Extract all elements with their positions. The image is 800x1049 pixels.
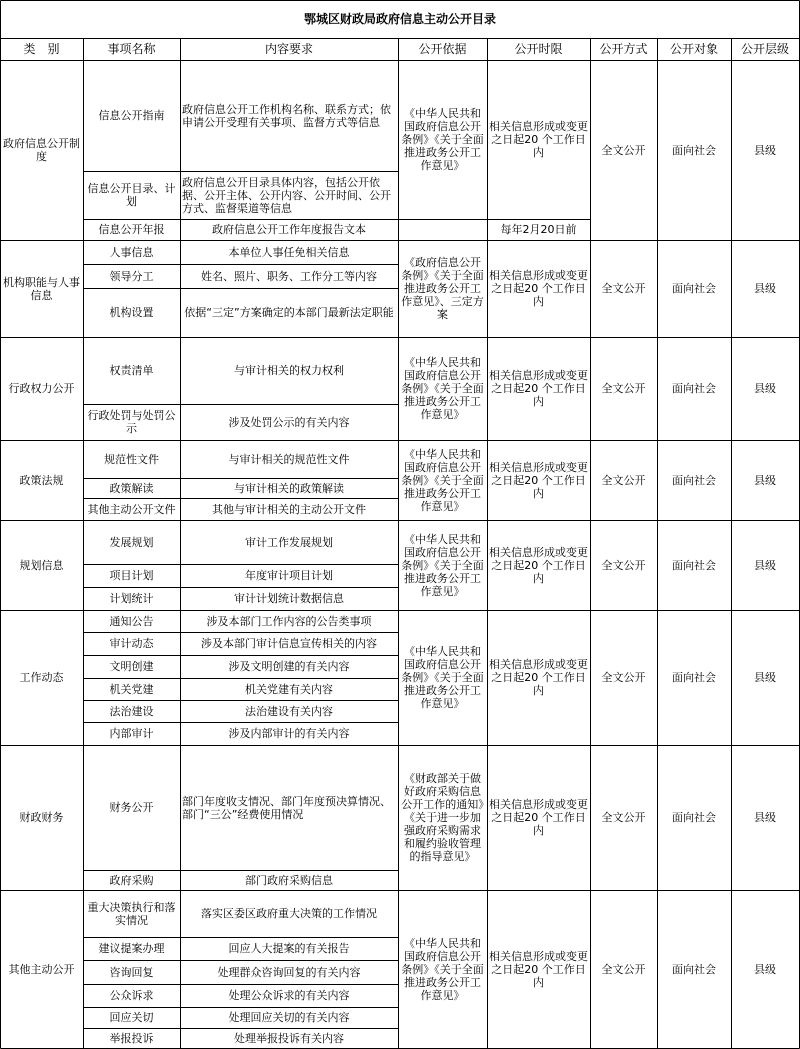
item-name-cell: 其他主动公开文件 — [87, 502, 176, 516]
column-header: 公开层级 — [740, 41, 789, 56]
column-header: 公开对象 — [669, 41, 718, 56]
audience-cell: 面向社会 — [672, 473, 716, 487]
method-cell: 全文公开 — [601, 382, 646, 395]
item-name-cell: 项目计划 — [109, 569, 154, 582]
category-cell: 工作动态 — [19, 671, 64, 684]
item-name-cell: 政府采购 — [109, 873, 154, 887]
item-content-cell: 政府信息公开目录具体内容，包括公开依据、公开主体、公开内容、公开时间、公开方式、监督渠道等信息 — [182, 175, 391, 215]
item-name-cell: 举报投诉 — [109, 1032, 154, 1045]
item-content-cell: 审计工作发展规划 — [245, 535, 333, 549]
basis-cell: 《中华人民共和国政府信息公开条例》《关于全面推进政务公开工作意见》 — [401, 107, 484, 172]
time-limit-cell: 相关信息形成或变更之日起20 个工作日内 — [489, 798, 588, 837]
basis-cell: 《中华人民共和国政府信息公开条例》《关于全面推进政务公开工作意见》 — [401, 447, 484, 513]
item-name-cell: 信息公开指南 — [98, 109, 165, 122]
item-name-cell: 审计动态 — [109, 637, 154, 650]
item-content-cell: 处理举报投诉有关内容 — [234, 1032, 344, 1045]
item-content-cell: 政府信息公开工作机构名称、联系方式；依申请公开受理有关事项、监督方式等信息 — [182, 102, 391, 129]
method-cell: 全文公开 — [601, 811, 646, 824]
column-header: 事项名称 — [107, 41, 156, 56]
time-limit-cell: 相关信息形成或变更之日起20 个工作日内 — [489, 120, 588, 159]
item-content-cell: 处理群众咨询回复的有关内容 — [217, 965, 361, 979]
method-cell: 全文公开 — [601, 671, 646, 684]
column-header: 类 别 — [23, 41, 60, 56]
category-cell: 政府信息公开制度 — [3, 137, 80, 163]
item-name-cell: 人事信息 — [109, 245, 154, 259]
item-name-cell: 规范性文件 — [104, 452, 159, 466]
item-name-cell: 公众诉求 — [109, 989, 154, 1002]
item-name-cell: 权责清单 — [109, 364, 154, 377]
method-cell: 全文公开 — [601, 282, 646, 295]
level-cell: 县级 — [754, 671, 776, 684]
item-content-cell: 审计计划统计数据信息 — [234, 592, 344, 605]
basis-cell: 《中华人民共和国政府信息公开条例》《关于全面推进政务公开工作意见》 — [401, 937, 484, 1002]
item-name-cell: 机关党建 — [109, 682, 154, 696]
audience-cell: 面向社会 — [672, 963, 716, 976]
item-content-cell: 处理公众诉求的有关内容 — [228, 989, 350, 1002]
item-name-cell: 重大决策执行和落实情况 — [87, 900, 176, 927]
level-cell: 县级 — [754, 143, 776, 157]
item-name-cell: 回应关切 — [109, 1011, 154, 1024]
item-content-cell: 涉及处罚公示的有关内容 — [228, 415, 350, 429]
item-content-cell: 机关党建有关内容 — [245, 682, 333, 696]
item-content-cell: 涉及内部审计的有关内容 — [228, 727, 350, 740]
category-cell: 规划信息 — [19, 558, 64, 572]
audience-cell: 面向社会 — [672, 382, 716, 395]
item-content-cell: 姓名、照片、职务、工作分工等内容 — [201, 269, 377, 283]
basis-cell: 《政府信息公开条例》《关于全面推进政务公开工作意见》、三定方案 — [401, 256, 484, 321]
item-content-cell: 涉及文明创建的有关内容 — [228, 660, 350, 673]
time-limit-cell: 相关信息形成或变更之日起20 个工作日内 — [489, 658, 588, 697]
level-cell: 县级 — [754, 811, 776, 824]
time-limit-cell: 相关信息形成或变更之日起20 个工作日内 — [489, 269, 588, 308]
column-header: 公开方式 — [599, 41, 648, 56]
item-name-cell: 建议提案办理 — [98, 942, 165, 955]
item-name-cell: 信息公开年报 — [98, 223, 165, 236]
item-content-cell: 处理回应关切的有关内容 — [228, 1011, 350, 1024]
basis-cell: 《中华人民共和国政府信息公开条例》《关于全面推进政务公开工作意见》 — [401, 645, 484, 710]
item-content-cell: 部门政府采购信息 — [245, 873, 333, 887]
audience-cell: 面向社会 — [672, 811, 716, 824]
audience-cell: 面向社会 — [672, 558, 716, 572]
method-cell: 全文公开 — [601, 963, 646, 976]
item-name-cell: 财务公开 — [109, 801, 154, 814]
item-name-cell: 法治建设 — [109, 704, 154, 718]
item-content-cell: 依据“三定”方案确定的本部门最新法定职能 — [184, 306, 394, 319]
annual-time-cell: 每年2月20日前 — [500, 223, 577, 236]
audience-cell: 面向社会 — [672, 282, 716, 295]
category-cell: 政策法规 — [19, 473, 64, 487]
level-cell: 县级 — [754, 558, 776, 572]
item-content-cell: 本单位人事任免相关信息 — [228, 245, 350, 259]
category-cell: 其他主动公开 — [8, 963, 75, 976]
audience-cell: 面向社会 — [672, 143, 716, 157]
method-cell: 全文公开 — [601, 558, 646, 572]
method-cell: 全文公开 — [601, 473, 646, 487]
audience-cell: 面向社会 — [672, 671, 716, 684]
basis-cell: 《中华人民共和国政府信息公开条例》《关于全面推进政务公开工作意见》 — [401, 532, 484, 598]
item-content-cell: 部门年度收支情况、部门年度预决算情况、部门“三公”经费使用情况 — [182, 794, 391, 821]
basis-cell: 《中华人民共和国政府信息公开条例》《关于全面推进政务公开工作意见》 — [401, 356, 484, 421]
item-name-cell: 咨询回复 — [109, 965, 154, 979]
item-content-cell: 涉及本部门工作内容的公告类事项 — [206, 614, 372, 628]
time-limit-cell: 相关信息形成或变更之日起20 个工作日内 — [489, 950, 588, 989]
item-content-cell: 涉及本部门审计信息宣传相关的内容 — [201, 637, 377, 650]
item-content-cell: 回应人大提案的有关报告 — [228, 942, 350, 955]
item-name-cell: 内部审计 — [109, 727, 154, 740]
item-content-cell: 其他与审计相关的主动公开文件 — [212, 502, 366, 516]
column-header: 内容要求 — [264, 41, 313, 56]
level-cell: 县级 — [754, 282, 776, 295]
time-limit-cell: 相关信息形成或变更之日起20 个工作日内 — [489, 460, 588, 500]
item-name-cell: 领导分工 — [109, 269, 154, 283]
category-cell: 行政权力公开 — [8, 382, 75, 395]
method-cell: 全文公开 — [601, 143, 646, 157]
item-name-cell: 信息公开目录、计划 — [87, 182, 176, 208]
category-cell: 财政财务 — [19, 811, 64, 824]
item-content-cell: 政府信息公开工作年度报告文本 — [212, 223, 366, 236]
item-name-cell: 通知公告 — [109, 614, 154, 628]
item-content-cell: 年度审计项目计划 — [245, 569, 333, 582]
page-title: 鄂城区财政局政府信息主动公开目录 — [303, 11, 496, 26]
level-cell: 县级 — [754, 382, 776, 395]
item-name-cell: 政策解读 — [109, 481, 154, 495]
item-name-cell: 发展规划 — [109, 535, 154, 549]
item-name-cell: 行政处罚与处罚公示 — [87, 409, 176, 435]
time-limit-cell: 相关信息形成或变更之日起20 个工作日内 — [489, 545, 588, 585]
category-cell: 机构职能与人事信息 — [3, 275, 80, 302]
item-content-cell: 落实区委区政府重大决策的工作情况 — [201, 907, 377, 920]
item-content-cell: 与审计相关的政策解读 — [234, 481, 344, 495]
level-cell: 县级 — [754, 963, 776, 976]
item-name-cell: 计划统计 — [109, 592, 154, 605]
level-cell: 县级 — [754, 473, 776, 487]
basis-cell: 《财政部关于做好政府采购信息公开工作的通知》《关于进一步加强政府采购需求和履约验收管理的指导意见》 — [401, 772, 484, 863]
item-content-cell: 与审计相关的权力权利 — [234, 364, 344, 377]
column-header: 公开时限 — [514, 41, 563, 56]
time-limit-cell: 相关信息形成或变更之日起20 个工作日内 — [489, 369, 588, 408]
column-header: 公开依据 — [418, 41, 467, 56]
item-name-cell: 机构设置 — [109, 306, 154, 319]
item-content-cell: 法治建设有关内容 — [245, 704, 333, 718]
item-name-cell: 文明创建 — [109, 660, 154, 673]
item-content-cell: 与审计相关的规范性文件 — [228, 452, 350, 466]
